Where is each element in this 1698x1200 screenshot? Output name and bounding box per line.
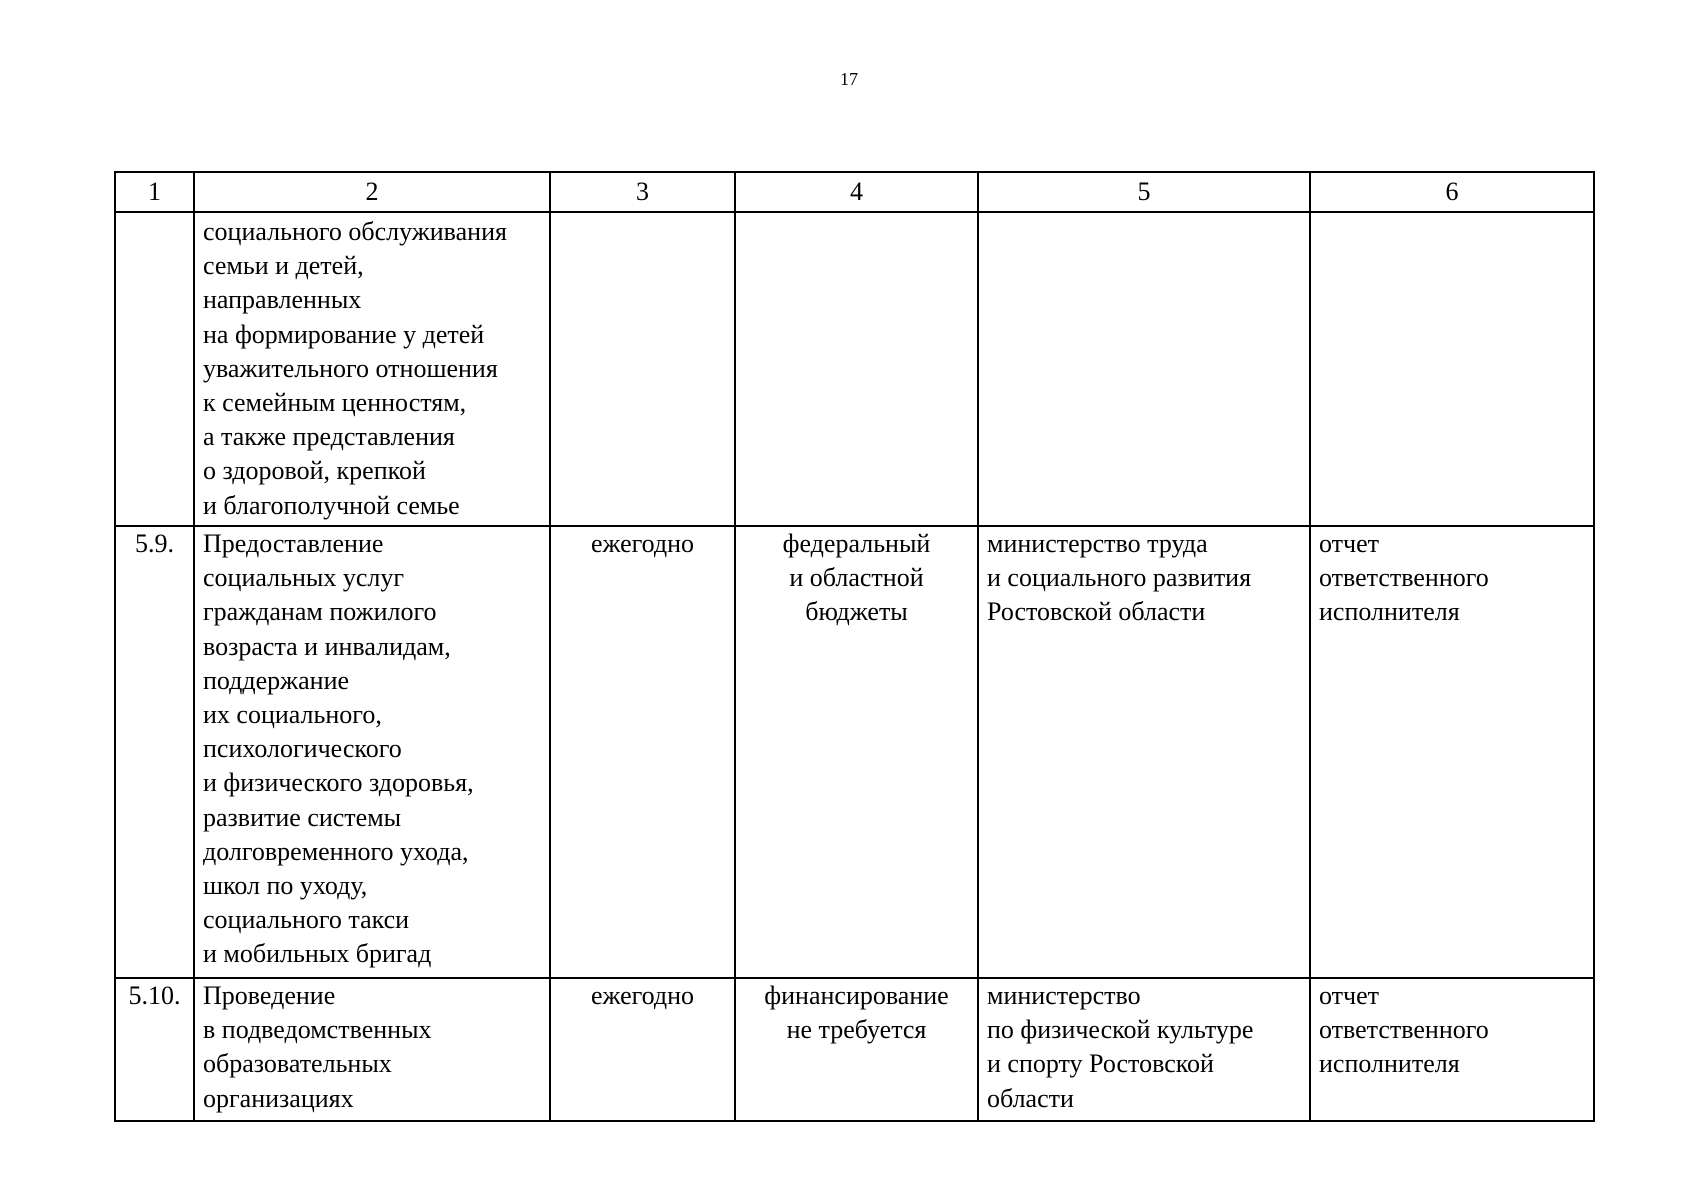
cell-result: отчет ответственного исполнителя bbox=[1310, 526, 1594, 978]
table-row bbox=[115, 212, 1594, 526]
cell-number: 5.9. bbox=[115, 526, 194, 978]
cell-term bbox=[550, 212, 735, 526]
cell-number bbox=[115, 212, 194, 526]
plan-table bbox=[114, 171, 1595, 1122]
column-header-3: 3 bbox=[550, 172, 735, 212]
cell-term: ежегодно bbox=[550, 978, 735, 1121]
cell-result bbox=[1310, 212, 1594, 526]
cell-activity: социального обслуживания семьи и детей, направленных на формирование у детей уважительного отношения к семейным ценностям, а также представления о здоровой, крепкой и благополучной семье bbox=[194, 212, 550, 526]
cell-result: отчет ответственного исполнителя bbox=[1310, 978, 1594, 1121]
header-row bbox=[115, 172, 1594, 212]
table-row bbox=[115, 978, 1594, 1121]
cell-funding bbox=[735, 212, 978, 526]
table-header bbox=[115, 172, 1594, 212]
cell-number: 5.10. bbox=[115, 978, 194, 1121]
cell-activity: Проведение в подведомственных образовательных организациях bbox=[194, 978, 550, 1121]
cell-funding: финансирование не требуется bbox=[735, 978, 978, 1121]
column-header-4: 4 bbox=[735, 172, 978, 212]
cell-funding: федеральный и областной бюджеты bbox=[735, 526, 978, 978]
cell-term: ежегодно bbox=[550, 526, 735, 978]
table-body bbox=[115, 212, 1594, 1121]
column-header-1: 1 bbox=[115, 172, 194, 212]
page-number: 17 bbox=[840, 69, 858, 89]
column-header-2: 2 bbox=[194, 172, 550, 212]
column-header-5: 5 bbox=[978, 172, 1310, 212]
column-header-6: 6 bbox=[1310, 172, 1594, 212]
table-row bbox=[115, 526, 1594, 978]
cell-executor: министерство труда и социального развития Ростовской области bbox=[978, 526, 1310, 978]
cell-executor bbox=[978, 212, 1310, 526]
cell-executor: министерство по физической культуре и спорту Ростовской области bbox=[978, 978, 1310, 1121]
cell-activity: Предоставление социальных услуг гражданам пожилого возраста и инвалидам, поддержание их социального, психологического и физического здоровья, развитие системы долговременного ухода, школ по уходу, социального такси и мобильных бригад bbox=[194, 526, 550, 978]
